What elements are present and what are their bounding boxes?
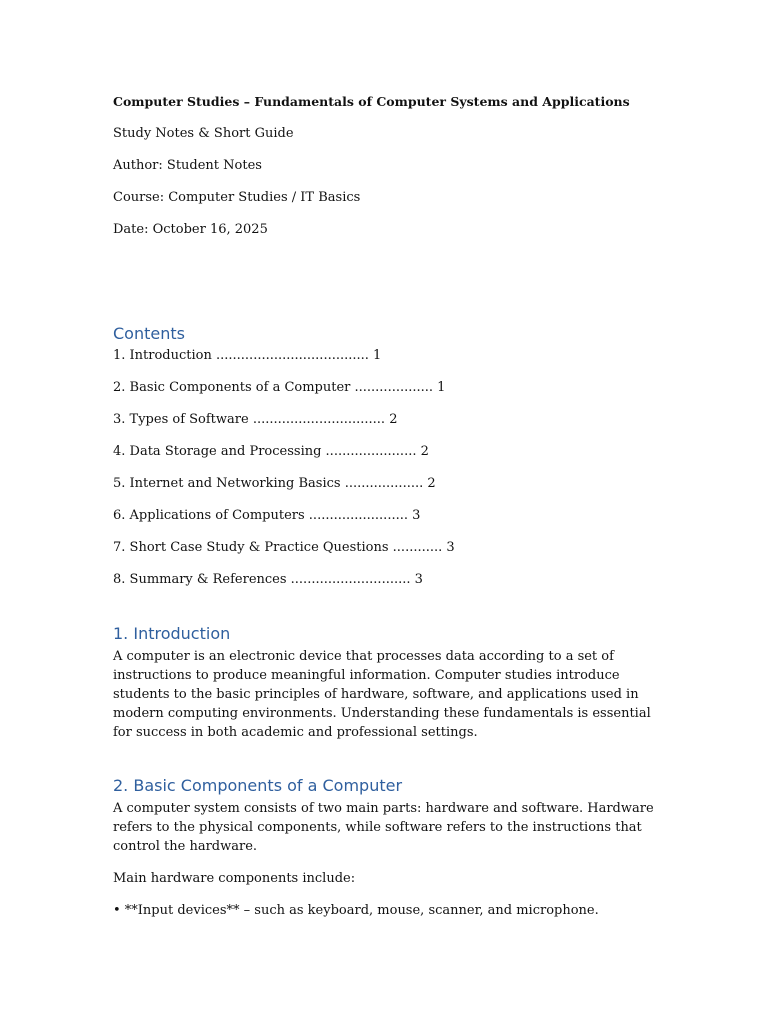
toc-item-introduction: 1. Introduction ..................................... 1 (113, 348, 382, 363)
toc-item-basic-components: 2. Basic Components of a Computer ................... 1 (113, 380, 446, 395)
toc-item-data-storage: 4. Data Storage and Processing ...................... 2 (113, 444, 429, 459)
toc-item-applications: 6. Applications of Computers ........................ 3 (113, 508, 421, 523)
contents-heading: Contents (113, 324, 185, 343)
document-subtitle: Study Notes & Short Guide (113, 126, 294, 141)
toc-item-case-study: 7. Short Case Study & Practice Questions ............ 3 (113, 540, 455, 555)
document-author: Author: Student Notes (113, 158, 262, 173)
section-body-basic-components: A computer system consists of two main parts: hardware and software. Hardware refers to the physical components, while software refers to the instructions that control the hardware. (113, 801, 654, 854)
document-date: Date: October 16, 2025 (113, 222, 268, 237)
section-body-introduction: A computer is an electronic device that processes data according to a set of instructions to produce meaningful information. Computer studies introduce students to the basic principles of hardware, software, and applications used in modern computing environments. Understanding these fundamentals is essential for success in both academic and professional settings. (113, 649, 651, 740)
list-item-input-devices: • **Input devices** – such as keyboard, mouse, scanner, and microphone. (113, 903, 599, 918)
toc-item-summary: 8. Summary & References ............................. 3 (113, 572, 423, 587)
toc-item-types-of-software: 3. Types of Software ................................ 2 (113, 412, 398, 427)
toc-item-networking: 5. Internet and Networking Basics ................... 2 (113, 476, 436, 491)
section-heading-basic-components: 2. Basic Components of a Computer (113, 776, 403, 795)
document-title: Computer Studies – Fundamentals of Computer Systems and Applications (113, 94, 630, 109)
hardware-list-intro: Main hardware components include: (113, 871, 356, 886)
document-course: Course: Computer Studies / IT Basics (113, 190, 361, 205)
section-heading-introduction: 1. Introduction (113, 624, 231, 643)
